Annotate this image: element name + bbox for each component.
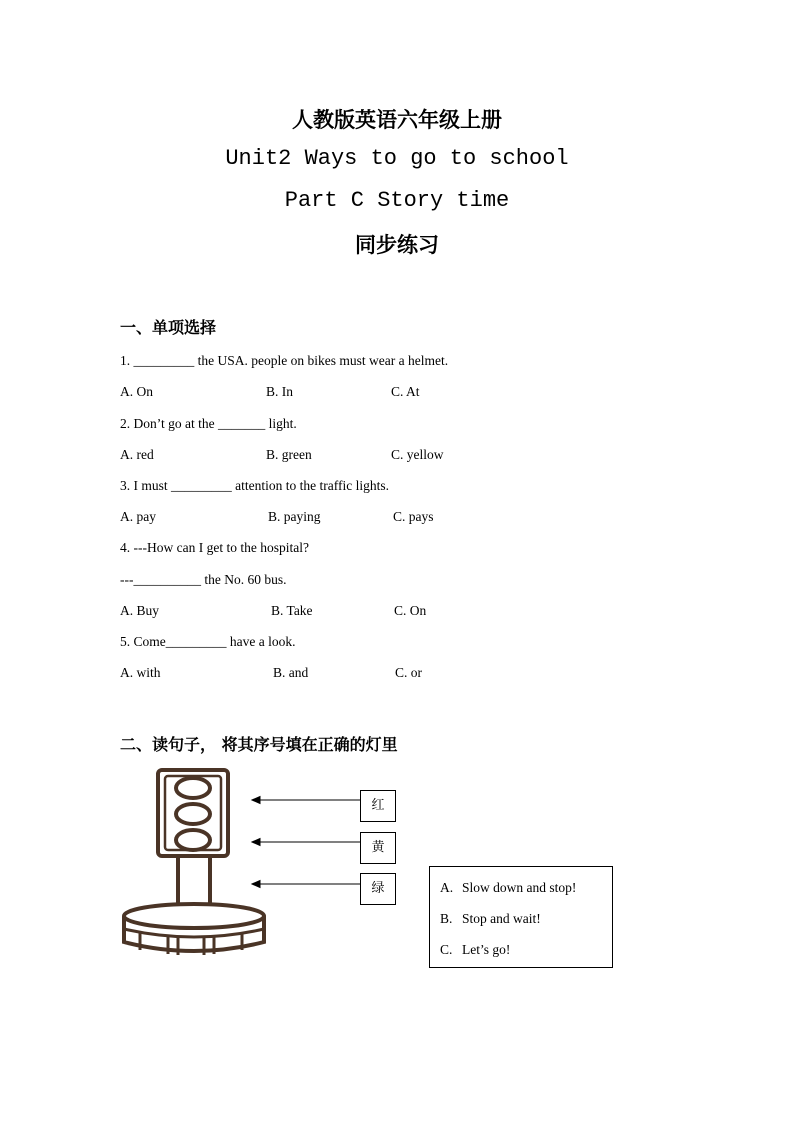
traffic-light-illustration (120, 764, 270, 968)
question-4: 4. ---How can I get to the hospital? (120, 540, 309, 555)
q5-option-a: A. with (120, 665, 161, 680)
question-5: 5. Come_________ have a look. (120, 634, 296, 649)
q3-option-a: A. pay (120, 509, 156, 524)
section1-heading: 一、单项选择 (120, 318, 217, 337)
light-box-green: 绿 (360, 873, 396, 905)
q5-option-b: B. and (273, 665, 309, 680)
answer-choice-c (440, 942, 510, 958)
q2-option-b: B. green (266, 447, 312, 462)
doc-title-textbook: 人教版英语六年级上册 (292, 108, 502, 132)
section2-heading: 二、读句子， 将其序号填在正确的灯里 (120, 735, 398, 754)
answer-choice-c-text: Let’s go! (462, 942, 511, 957)
question-1: 1. _________ the USA. people on bikes must wear a helmet. (120, 353, 449, 368)
light-box-red: 红 (360, 790, 396, 822)
answer-choice-c-letter: C. (440, 942, 453, 957)
answer-choice-a (440, 880, 576, 896)
answer-choice-a-text: Slow down and stop! (462, 880, 577, 895)
doc-title-part: Part C Story time (284, 188, 510, 213)
q2-option-a: A. red (120, 447, 154, 462)
light-box-yellow: 黄 (360, 832, 396, 864)
arrow-green-head (252, 881, 260, 888)
question-2: 2. Don’t go at the _______ light. (120, 416, 297, 431)
question-4-answer-line: ---__________ the No. 60 bus. (120, 572, 287, 587)
q1-option-b: B. In (266, 384, 293, 399)
doc-title-unit: Unit2 Ways to go to school (225, 146, 569, 171)
arrow-red-head (252, 797, 260, 804)
answer-choice-b (440, 911, 541, 927)
doc-title-practice: 同步练习 (355, 233, 439, 257)
q1-option-c: C. At (391, 384, 420, 399)
answer-choice-b-text: Stop and wait! (462, 911, 541, 926)
q2-option-c: C. yellow (391, 447, 444, 462)
answer-choices-box (429, 866, 613, 968)
q5-option-c: C. or (395, 665, 422, 680)
question-3: 3. I must _________ attention to the traffic lights. (120, 478, 389, 493)
arrow-yellow-head (252, 839, 260, 846)
answer-choice-b-letter: B. (440, 911, 453, 926)
q4-option-c: C. On (394, 603, 427, 618)
q4-option-a: A. Buy (120, 603, 160, 618)
answer-choice-a-letter: A. (440, 880, 454, 895)
q1-option-a: A. On (120, 384, 153, 399)
q4-option-b: B. Take (271, 603, 313, 618)
q3-option-b: B. paying (268, 509, 321, 524)
q3-option-c: C. pays (393, 509, 434, 524)
arrows-group (250, 790, 362, 895)
